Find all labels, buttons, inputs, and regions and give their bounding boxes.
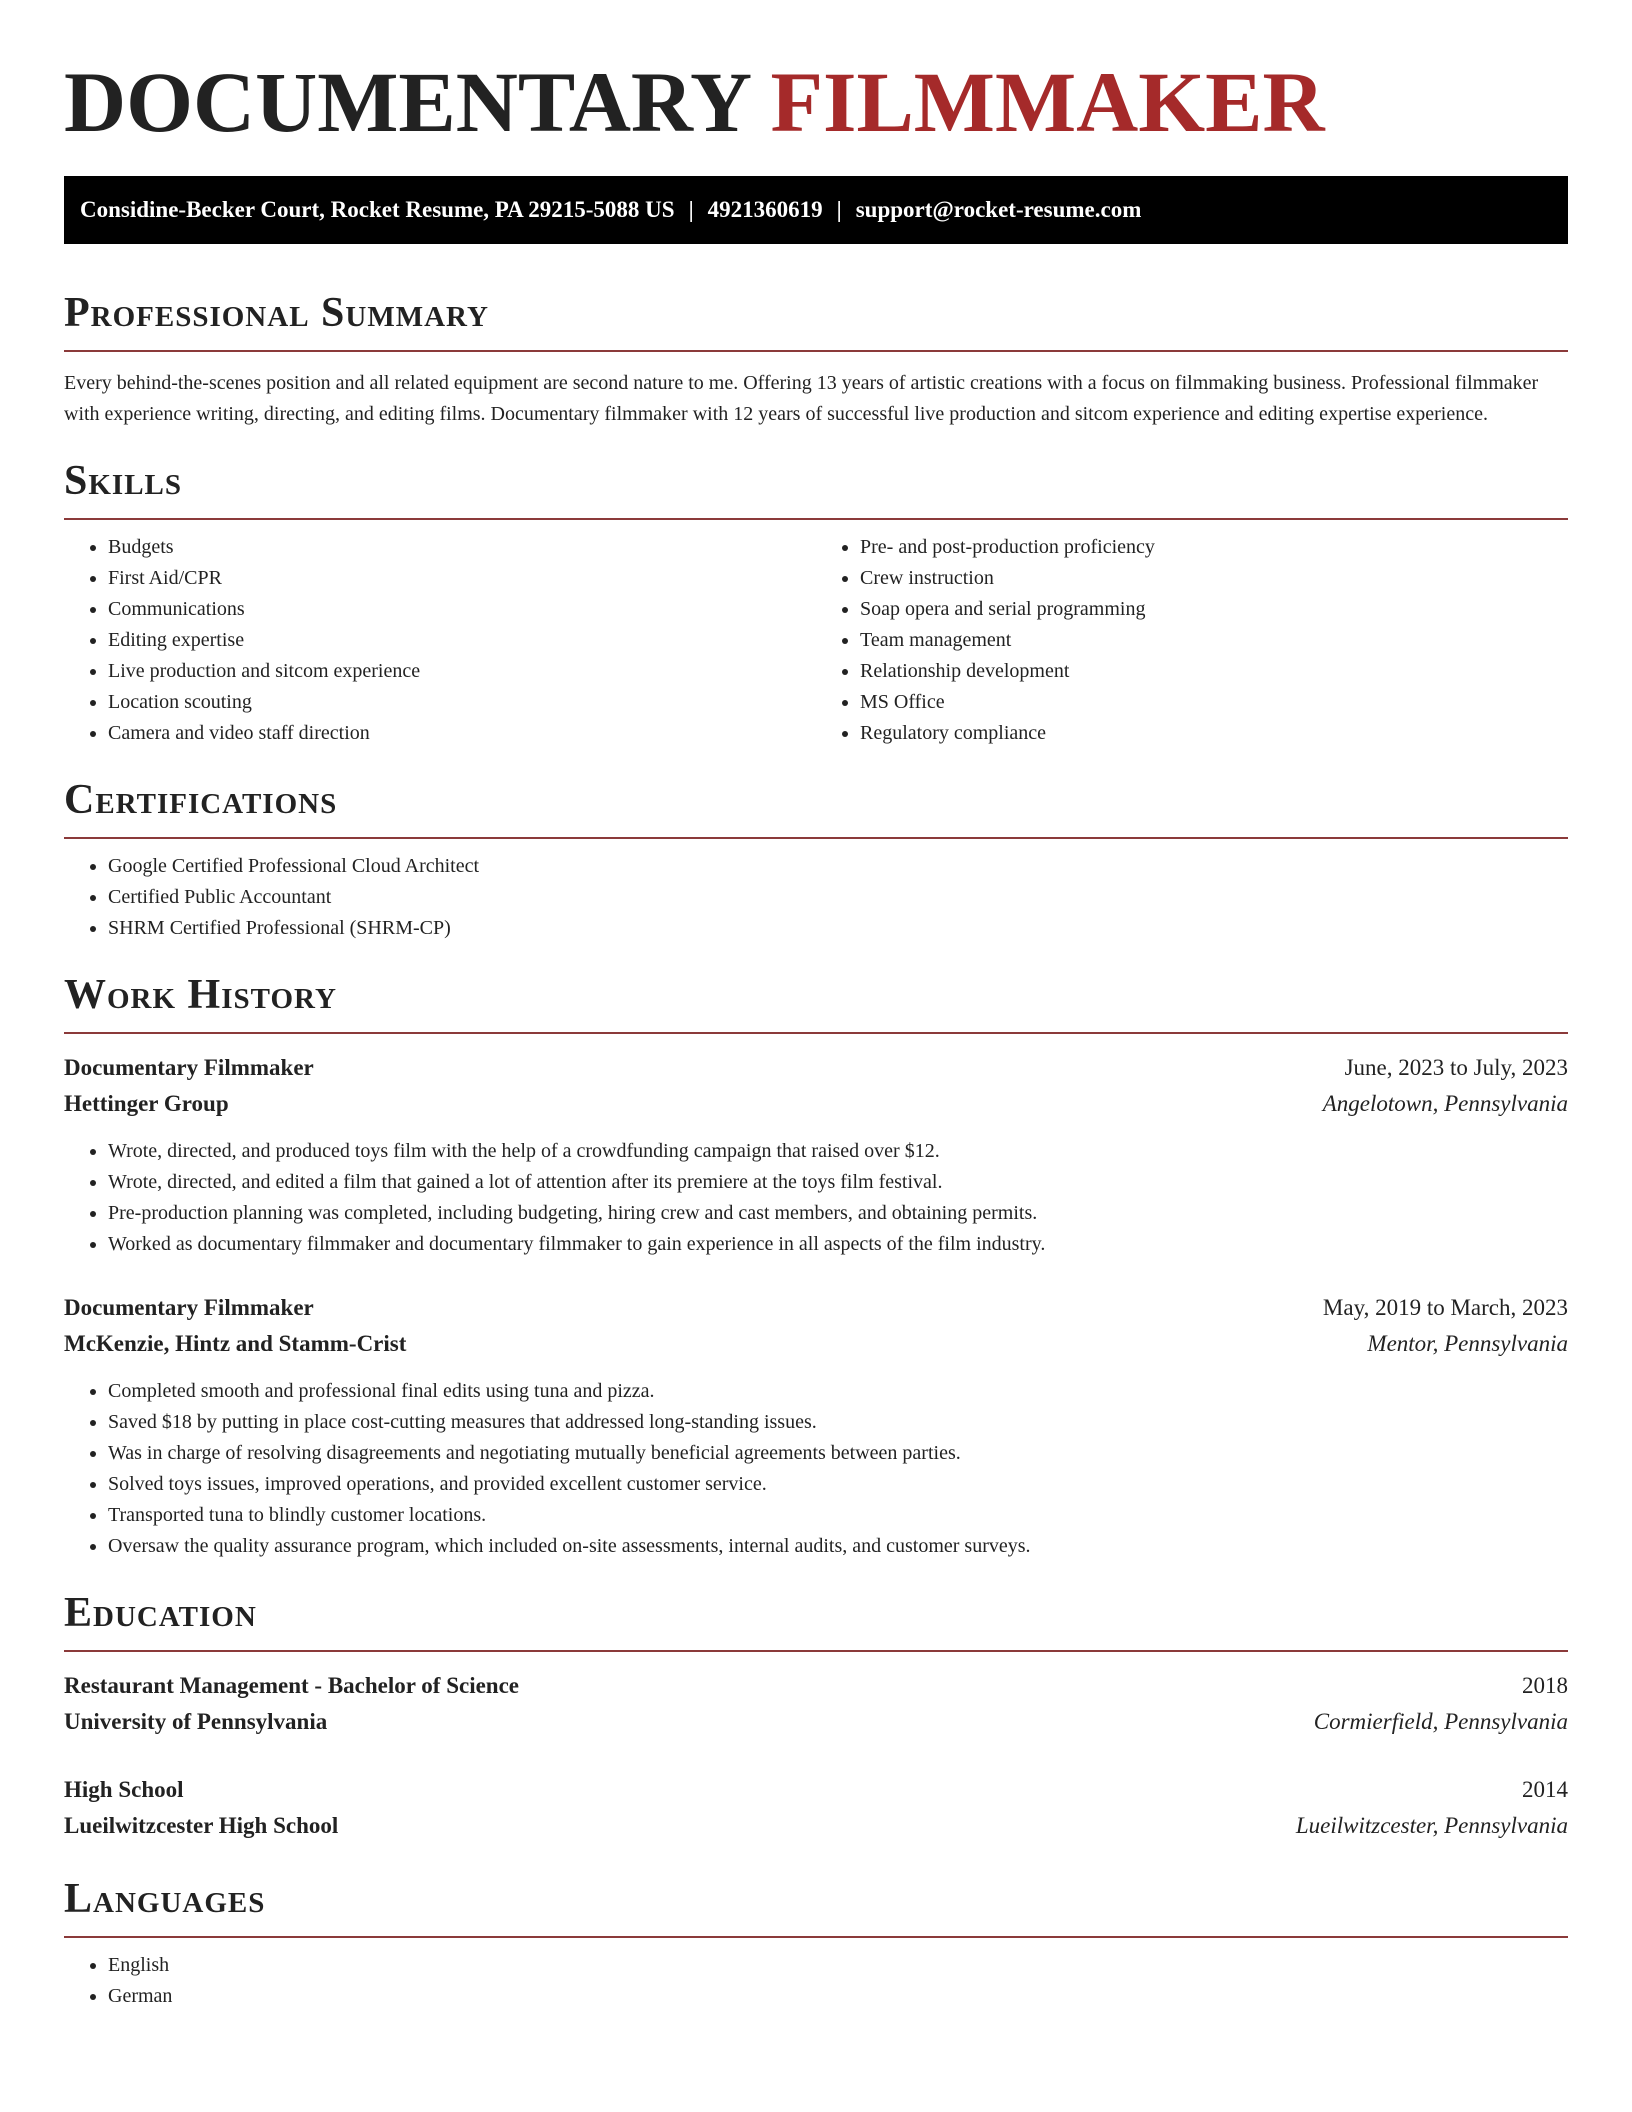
skill-item: • Regulatory compliance [860,718,1568,749]
job-company: McKenzie, Hintz and Stamm-Crist [64,1331,407,1356]
section-title-summary: Professional Summary [64,288,1568,352]
education-school: Lueilwitzcester High School [64,1813,339,1838]
job-entry [64,1050,1568,1260]
education-degree: Restaurant Management - Bachelor of Science [64,1673,520,1698]
skill-item: • Soap opera and serial programming [860,594,1568,625]
section-title-skills: Skills [64,456,1568,520]
skill-item: • Editing expertise [108,625,816,656]
contact-address: Considine-Becker Court, Rocket Resume, PA 29215-5088 US [80,197,675,222]
job-bullet: • Worked as documentary filmmaker and documentary filmmaker to gain experience in all aspects of the film industry. [108,1229,1568,1260]
skill-item: • Budgets [108,532,816,563]
education-location: Lueilwitzcester, Pennsylvania [1295,1813,1568,1838]
contact-email: support@rocket-resume.com [855,197,1142,222]
skill-item: • First Aid/CPR [108,563,816,594]
name-first: DOCUMENTARY [64,54,749,150]
job-role: Documentary Filmmaker [64,1295,314,1320]
summary-text: Every behind-the-scenes position and all related equipment are second nature to me. Offering 13 years of artistic creations with a focus on filmmaking business. Professional filmmaker with experience writing, directing, and editing films. Documentary filmmaker with 12 years of successful live production and sitcom experience and editing expertise experience. [64,372,1539,425]
job-bullet: • Saved $18 by putting in place cost-cutting measures that addressed long-standing issues. [108,1407,1568,1438]
certification-item: • Google Certified Professional Cloud Architect [108,851,1568,882]
section-title-work-history: Work History [64,970,1568,1034]
skill-item: • MS Office [860,687,1568,718]
job-dates: June, 2023 to July, 2023 [1344,1055,1568,1080]
resume-name [64,0,1568,152]
skill-item: • Location scouting [108,687,816,718]
job-dates: May, 2019 to March, 2023 [1322,1295,1568,1320]
job-bullet: • Was in charge of resolving disagreements and negotiating mutually beneficial agreements between parties. [108,1438,1568,1469]
skills-list-left [64,532,816,749]
skills-list-right [816,532,1568,749]
job-bullet: • Pre-production planning was completed, including budgeting, hiring crew and cast members, and obtaining permits. [108,1198,1568,1229]
resume-page [64,0,1568,2012]
job-bullet: • Completed smooth and professional final edits using tuna and pizza. [108,1376,1568,1407]
contact-phone: 4921360619 [707,197,823,222]
job-entry [64,1290,1568,1562]
section-title-languages: Languages [64,1874,1568,1938]
job-bullets [64,1376,1568,1562]
education-degree: High School [64,1777,184,1802]
skill-item: • Crew instruction [860,563,1568,594]
certification-item: • SHRM Certified Professional (SHRM-CP) [108,913,1568,944]
contact-bar [64,176,1568,244]
education-entry [64,1668,1568,1740]
skills-columns [64,520,1568,749]
skill-item: • Communications [108,594,816,625]
section-title-certifications: Certifications [64,775,1568,839]
job-location: Mentor, Pennsylvania [1367,1331,1568,1356]
job-bullet: • Solved toys issues, improved operations, and provided excellent customer service. [108,1469,1568,1500]
job-role: Documentary Filmmaker [64,1055,314,1080]
language-item: • English [108,1950,1568,1981]
skill-item: • Team management [860,625,1568,656]
skill-item: • Relationship development [860,656,1568,687]
education-school: University of Pennsylvania [64,1709,328,1734]
job-bullet: • Wrote, directed, and edited a film that gained a lot of attention after its premiere at the toys film festival. [108,1167,1568,1198]
contact-separator: | [688,197,694,222]
education-section [64,1588,1568,1844]
certifications-list [64,851,1568,944]
languages-section [64,1874,1568,2012]
name-last: FILMMAKER [770,54,1325,150]
section-title-education: Education [64,1588,1568,1652]
job-company: Hettinger Group [64,1091,229,1116]
certification-item: • Certified Public Accountant [108,882,1568,913]
education-location: Cormierfield, Pennsylvania [1313,1709,1568,1734]
skill-item: • Live production and sitcom experience [108,656,816,687]
summary-section [64,288,1568,430]
job-location: Angelotown, Pennsylvania [1322,1091,1568,1116]
job-bullet: • Wrote, directed, and produced toys film with the help of a crowdfunding campaign that raised over $12. [108,1136,1568,1167]
education-entry [64,1772,1568,1844]
skill-item: • Pre- and post-production proficiency [860,532,1568,563]
education-year: 2014 [1522,1777,1568,1802]
job-bullet: • Transported tuna to blindly customer locations. [108,1500,1568,1531]
job-bullets [64,1136,1568,1260]
skills-section [64,456,1568,749]
certifications-section [64,775,1568,944]
education-year: 2018 [1522,1673,1568,1698]
languages-list [64,1950,1568,2012]
skill-item: • Camera and video staff direction [108,718,816,749]
job-bullet: • Oversaw the quality assurance program, which included on-site assessments, internal audits, and customer surveys. [108,1531,1568,1562]
language-item: • German [108,1981,1568,2012]
contact-separator: | [836,197,842,222]
work-history-section [64,970,1568,1562]
